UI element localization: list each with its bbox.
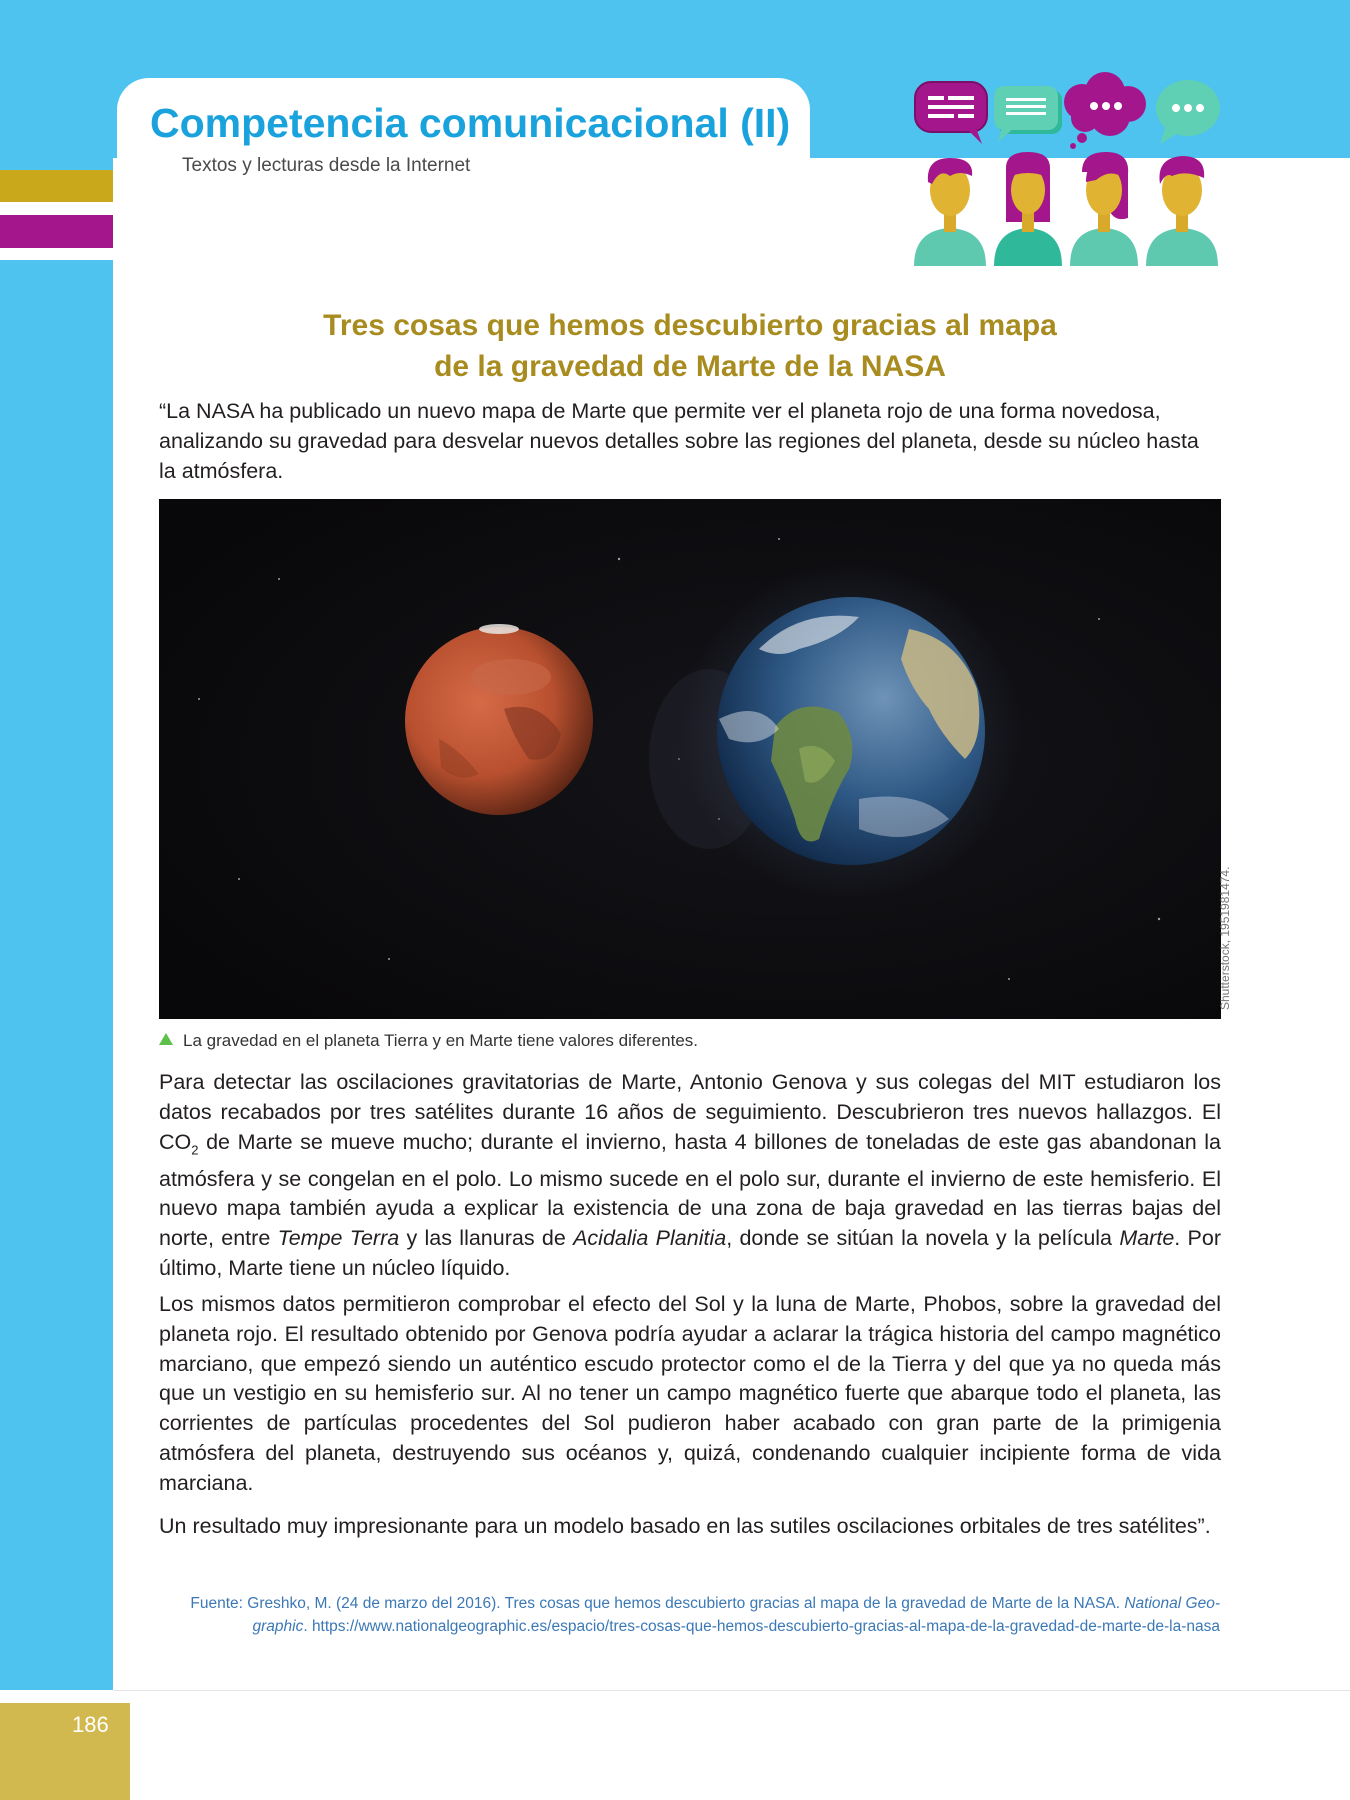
paragraph-text: . Por último, Marte tiene un núcleo líquido. bbox=[159, 1226, 1222, 1281]
photo-credit: Shutterstock, 1951981474. bbox=[1218, 866, 1232, 1010]
page-number-box bbox=[0, 1703, 130, 1800]
citation-text: Fuente: Greshko, M. (24 de marzo del 2016). Tres cosas que hemos descubierto gracias al mapa de la gravedad de Marte de la NASA. bbox=[190, 1595, 1125, 1612]
gold-stripe bbox=[0, 170, 113, 202]
magenta-stripe bbox=[0, 215, 113, 248]
stripe-gap bbox=[0, 248, 113, 260]
article-heading-line: de la gravedad de Marte de la NASA bbox=[434, 350, 946, 383]
text-lines-bubble-icon bbox=[915, 82, 987, 144]
dots-thought-bubble-icon bbox=[1064, 72, 1146, 149]
figure-caption-text: La gravedad en el planeta Tierra y en Marte tiene valores diferentes. bbox=[183, 1031, 699, 1050]
italic-term: Marte bbox=[1119, 1226, 1175, 1251]
planets-image bbox=[159, 499, 1221, 1019]
citation-line bbox=[150, 1592, 1220, 1615]
article-heading bbox=[160, 305, 1220, 387]
citation-url: . https://www.nationalgeographic.es/espacio/tres-cosas-que-hemos-descubierto-gracias-al-mapa-de-la-gravedad-de-marte-de-la-nasa bbox=[303, 1618, 1220, 1635]
section-title: Competencia comunicacional (II) bbox=[150, 100, 791, 146]
triangle-icon bbox=[159, 1033, 173, 1045]
article-heading-line: Tres cosas que hemos descubierto gracias al mapa bbox=[323, 309, 1057, 342]
body-paragraph: Los mismos datos permitieron comprobar el efecto del Sol y la luna de Marte, Phobos, sobre la gravedad del planeta rojo. El resultado obtenido por Genova podría ayudar a aclarar la trágica historia del campo magnético marciano, que empezó siendo un auténtico escudo protector como el de la Tierra y del que ya no queda más que un vestigio en su hemisferio sur. Al no tener un campo magnético fuerte que abarque todo el planeta, las corrientes de partículas procedentes del Sol pudieron haber acabado con gran parte de la primigenia atmósfera del planeta, destruyendo sus océanos y, quizá, condenando cualquier incipiente forma de vida marciana. bbox=[159, 1292, 1221, 1495]
italic-term: Tempe Terra bbox=[277, 1226, 400, 1251]
dots-bubble-icon bbox=[1156, 80, 1220, 144]
citation-line bbox=[150, 1615, 1220, 1638]
stripe-gap bbox=[0, 202, 113, 215]
mars-earth-photo bbox=[159, 499, 1221, 1019]
closing-paragraph: Un resultado muy impresionante para un modelo basado en las sutiles oscilaciones orbitales de tres satélites”. bbox=[159, 1514, 1211, 1538]
person-icon bbox=[914, 158, 986, 266]
paragraph-text: y las llanuras de bbox=[399, 1226, 574, 1251]
body-paragraph bbox=[159, 1068, 1221, 1284]
citation-italic: National Geo- bbox=[1124, 1595, 1220, 1612]
person-icon bbox=[1070, 152, 1138, 266]
person-icon bbox=[994, 152, 1062, 266]
person-icon bbox=[1146, 156, 1218, 266]
paragraph-text: , donde se sitúan la novela y la película bbox=[726, 1226, 1120, 1251]
italic-term: Acidalia Planitia bbox=[573, 1226, 727, 1251]
section-subtitle: Textos y lecturas desde la Internet bbox=[182, 155, 471, 176]
intro-paragraph: “La NASA ha publicado un nuevo mapa de Marte que permite ver el planeta rojo de una forma novedosa, analizando su gravedad para desvelar nuevos detalles sobre las regiones del planeta, desde su núcleo hasta la atmósfera. bbox=[159, 399, 1199, 483]
page-number: 186 bbox=[72, 1712, 109, 1737]
footer-rule bbox=[113, 1690, 1350, 1691]
communication-illustration bbox=[910, 72, 1225, 272]
figure-caption bbox=[159, 1031, 698, 1051]
lines-bubble-icon bbox=[994, 86, 1062, 142]
paragraph-text: Para detectar las oscilaciones gravitatorias de Marte, Antonio Genova y sus colegas del MIT estudiaron los datos recabados por tres satélites durante 16 años de seguimiento. Descubrieron tres nuevos hallazgos. El CO bbox=[159, 1070, 1221, 1154]
subscript: 2 bbox=[191, 1141, 199, 1157]
citation-italic: graphic bbox=[252, 1618, 304, 1635]
paragraph-text: de Marte se mueve mucho; durante el invierno, hasta 4 billones de toneladas de este gas abandonan la atmósfera y se congelan en el polo. Lo mismo sucede en el polo sur, durante el invierno de este hemisferio. El nuevo mapa también ayuda a explicar la existencia de una zona de baja gravedad en las tierras bajas del norte, entre bbox=[159, 1129, 1221, 1251]
source-citation bbox=[150, 1592, 1220, 1638]
